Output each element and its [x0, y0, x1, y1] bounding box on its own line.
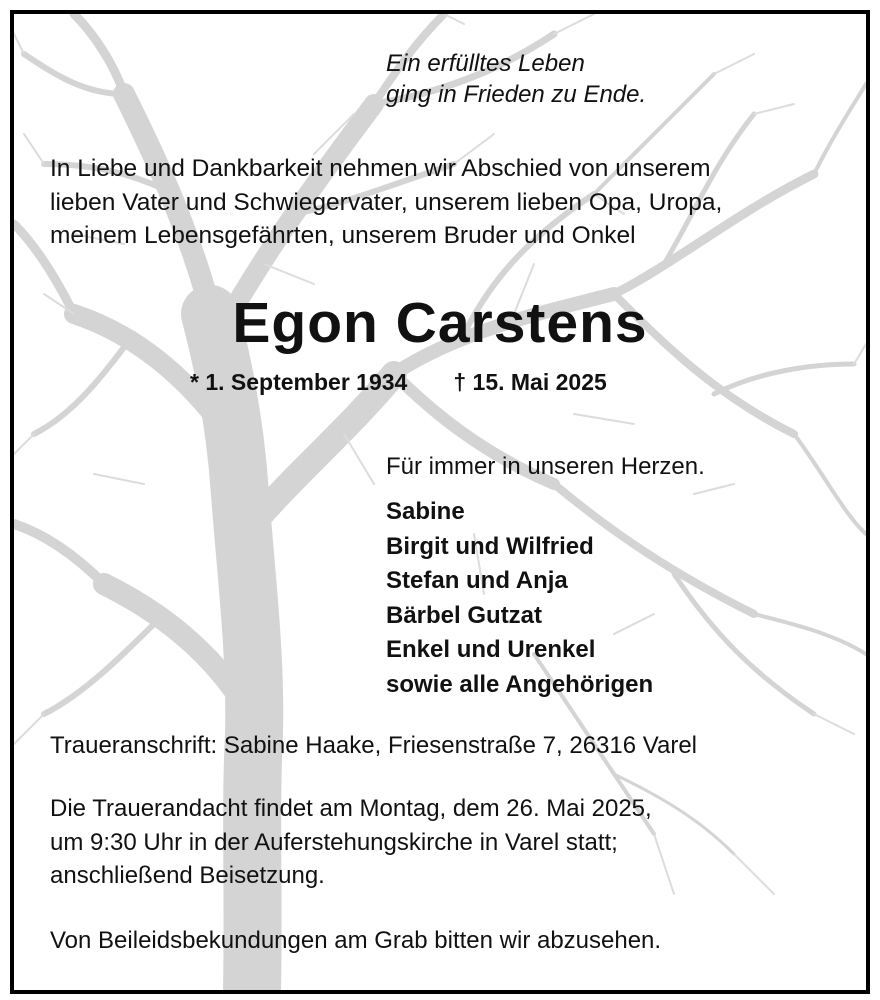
intro-text	[50, 152, 722, 253]
condolence-note: Von Beileidsbekundungen am Grab bitten wir abzusehen.	[50, 927, 662, 954]
intro-line: In Liebe und Dankbarkeit nehmen wir Abschied von unserem	[50, 155, 711, 182]
mourner-name: sowie alle Angehörigen	[386, 670, 654, 698]
intro-line: lieben Vater und Schwiegervater, unserem lieben Opa, Uropa,	[50, 188, 723, 216]
intro-line: meinem Lebensgefährten, unserem Bruder und Onkel	[50, 222, 636, 249]
life-dates	[190, 369, 607, 396]
service-info	[50, 792, 652, 893]
motto-line: Ein erfülltes Leben	[386, 50, 585, 77]
mourner-name: Stefan und Anja	[386, 567, 568, 594]
motto-line: ging in Frieden zu Ende.	[386, 81, 647, 108]
deceased-name: Egon Carstens	[232, 291, 648, 355]
mourners-list	[386, 495, 653, 702]
mourner-name: Bärbel Gutzat	[386, 601, 543, 629]
death-date: † 15. Mai 2025	[453, 369, 607, 395]
service-line: Die Trauerandacht findet am Montag, dem 26. Mai 2025,	[50, 795, 652, 822]
mourning-address: Traueranschrift: Sabine Haake, Friesenstraße 7, 26316 Varel	[50, 732, 697, 759]
forever-line: Für immer in unseren Herzen.	[386, 453, 705, 480]
birth-date: * 1. September 1934	[190, 369, 408, 395]
obituary-frame	[10, 10, 870, 994]
motto	[386, 48, 646, 110]
mourner-name: Birgit und Wilfried	[386, 532, 594, 560]
service-line: um 9:30 Uhr in der Auferstehungskirche in Varel statt;	[50, 828, 618, 856]
mourner-name: Enkel und Urenkel	[386, 636, 596, 663]
mourner-name: Sabine	[386, 498, 465, 525]
service-line: anschließend Beisetzung.	[50, 862, 325, 889]
